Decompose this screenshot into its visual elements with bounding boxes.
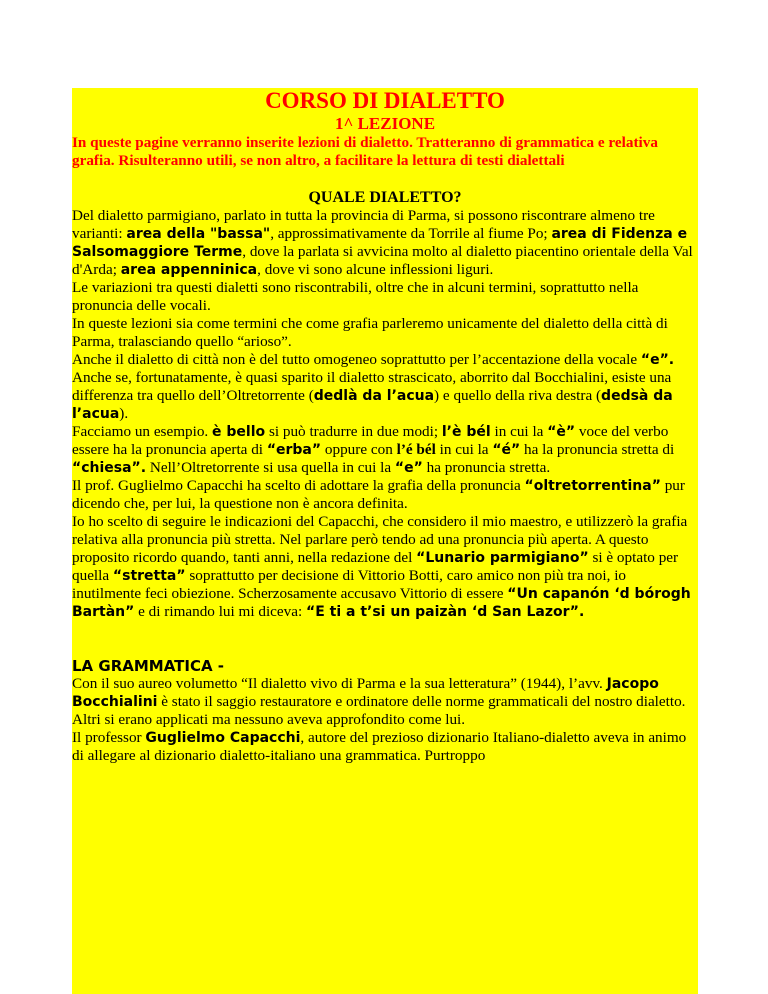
- paragraph-accentazione: Anche il dialetto di città non è del tutto omogeneo soprattutto per l’accentazione della vocale “e”. Anche se, fortunatamente, è quasi sparito il dialetto strascicato, aborrito dal Bocchialini, esiste una differenza tra quello dell’Oltretorrente (dedlà da l’acua) e quello della riva destra (dedsà da l’acua).: [72, 351, 675, 422]
- lesson-subtitle: 1^ LEZIONE: [334, 114, 436, 133]
- spacer: [72, 621, 698, 657]
- intro-text: In queste pagine verranno inserite lezioni di dialetto. Tratteranno di grammatica e relativa grafia. Risulteranno utili, se non altro, a facilitare la lettura di testi dialettali: [72, 134, 658, 169]
- paragraph-lezioni: In queste lezioni sia come termini che come grafia parleremo unicamente del dialetto della città di Parma, tralasciando quello “arioso”.: [72, 315, 668, 350]
- paragraph-esempio: Facciamo un esempio. è bello si può tradurre in due modi; l’è bél in cui la “è” voce del verbo essere ha la pronuncia aperta di “erba” oppure con l’é bél in cui la “é” ha la pronuncia stretta di “chiesa”. Nell’Oltretorrente si usa quella in cui la “e” ha pronuncia stretta.: [72, 423, 675, 476]
- spacer: [72, 170, 698, 188]
- document-page: [72, 88, 698, 994]
- paragraph-capacchi-grafia: Il prof. Guglielmo Capacchi ha scelto di adottare la grafia della pronuncia “oltretorrentina” pur dicendo che, per lui, la questione non è ancora definita.: [72, 477, 685, 512]
- section-heading-quale-dialetto: QUALE DIALETTO?: [308, 189, 462, 206]
- paragraph-capacchi-dizionario: Il professor Guglielmo Capacchi, autore del prezioso dizionario Italiano-dialetto aveva in animo di allegare al dizionario dialetto-italiano una grammatica. Purtroppo: [72, 729, 687, 764]
- page-title: CORSO DI DIALETTO: [265, 88, 505, 113]
- section-heading-grammatica: LA GRAMMATICA -: [72, 657, 225, 675]
- paragraph-varianti: Del dialetto parmigiano, parlato in tutta la provincia di Parma, si possono riscontrare almeno tre varianti: area della "bassa", approssimativamente da Torrile al fiume Po; area di Fidenza e Salsomaggiore Terme, dove la parlata si avvicina molto al dialetto piacentino orientale della Val d'Arda; area appenninica, dove vi sono alcune inflessioni liguri.: [72, 207, 693, 278]
- paragraph-variazioni: Le variazioni tra questi dialetti sono riscontrabili, oltre che in alcuni termini, soprattutto nella pronuncia delle vocali.: [72, 279, 639, 314]
- paragraph-bocchialini: Con il suo aureo volumetto “Il dialetto vivo di Parma e la sua letteratura” (1944), l’avv. Jacopo Bocchialini è stato il saggio restauratore e ordinatore delle norme grammaticali del nostro dialetto. Altri si erano applicati ma nessuno aveva approfondito come lui.: [72, 675, 686, 728]
- paragraph-scelta: Io ho scelto di seguire le indicazioni del Capacchi, che considero il mio maestro, e utilizzerò la grafia relativa alla pronuncia più stretta. Nel parlare però tendo ad una pronuncia più aperta. A questo proposito ricordo quando, tanti anni, nella redazione del “Lunario parmigiano” si è optato per quella “stretta” soprattutto per decisione di Vittorio Botti, caro amico non più tra noi, io inutilmente feci obiezione. Scherzosamente accusavo Vittorio di essere “Un capanón ‘d bórogh Bartàn” e di rimando lui mi diceva: “E ti a t’si un paizàn ‘d San Lazor”.: [72, 513, 691, 620]
